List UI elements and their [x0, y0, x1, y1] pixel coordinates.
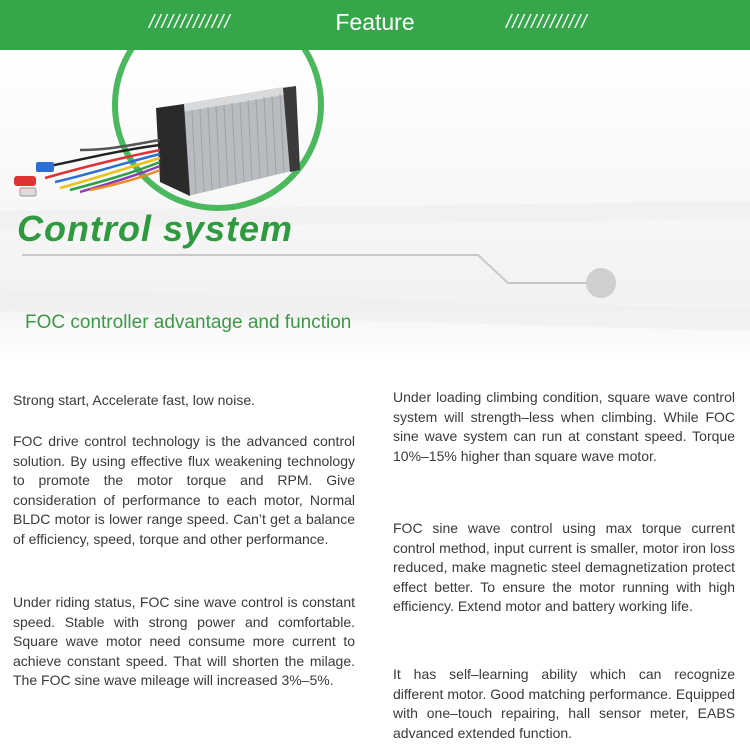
left-paragraph-1 — [13, 391, 355, 411]
banner-title: Feature — [335, 9, 415, 35]
section-subheading: FOC controller advantage and function — [25, 312, 352, 333]
paragraph-text: FOC drive control technology is the advanced control solution. By using effective flux weakening technology to promote the motor torque and RPM. Give consideration of performance to each motor, Normal BLDC motor is lower range speed. Can’t get a balance of efficiency, speed, torque and other performance. — [13, 433, 355, 547]
right-paragraph-3 — [393, 665, 735, 743]
banner-right-decoration: ///////////// — [506, 12, 588, 33]
paragraph-text: FOC sine wave control using max torque current control method, input current is smaller, motor iron loss reduced, make magnetic steel demagnetization protect effect better. To ensure the motor running with high efficiency. Extend motor and battery working life. — [393, 520, 735, 614]
controller-icon — [14, 86, 300, 196]
paragraph-text: Strong start, Accelerate fast, low noise. — [13, 392, 256, 408]
banner-left-decoration: ///////////// — [149, 12, 231, 33]
paragraph-text: It has self–learning ability which can recognize different motor. Good matching performance. Equipped with one–touch repairing, hall sensor meter, EABS advanced extended function. — [393, 666, 735, 741]
right-paragraph-1 — [393, 388, 735, 466]
left-paragraph-2 — [13, 432, 355, 549]
left-paragraph-3 — [13, 593, 355, 691]
right-paragraph-2 — [393, 519, 735, 617]
feature-banner — [0, 0, 750, 50]
paragraph-text: Under loading climbing condition, square wave control system will strength–less when climbing. While FOC sine wave system can run at constant speed. Torque 10%–15% higher than square wave motor. — [393, 389, 735, 464]
paragraph-text: Under riding status, FOC sine wave control is constant speed. Stable with strong power and comfortable. Square wave motor need consume more current to achieve constant speed. That will shorten the milage. The FOC sine wave mileage will increased 3%–5%. — [13, 594, 355, 688]
divider-dot-icon — [586, 268, 616, 298]
divider-line — [22, 255, 590, 283]
section-heading: Control system — [17, 208, 294, 249]
